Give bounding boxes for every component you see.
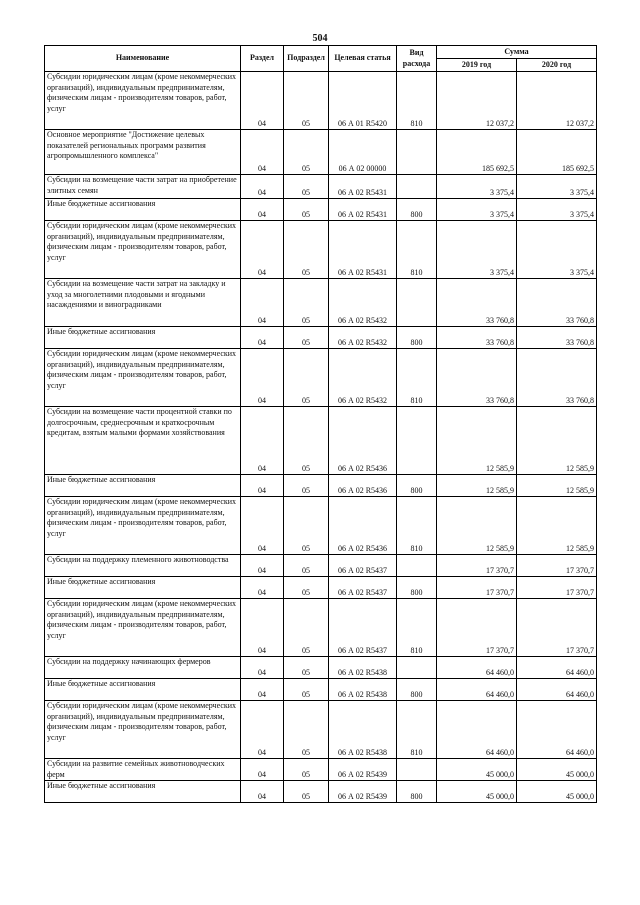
row-subsection: 05 (284, 701, 329, 759)
header-section: Раздел (241, 46, 284, 72)
row-sum-2019: 45 000,0 (437, 759, 517, 781)
row-expense-type: 810 (397, 599, 437, 657)
row-sum-2019: 12 585,9 (437, 407, 517, 475)
row-target-article: 06 А 02 R5438 (329, 679, 397, 701)
row-name: Субсидии на возмещение части затрат на закладку и уход за многолетними плодовыми и ягодными насаждениями и виноградниками (45, 279, 241, 327)
row-section: 04 (241, 497, 284, 555)
row-sum-2019: 12 585,9 (437, 497, 517, 555)
row-target-article: 06 А 02 R5431 (329, 175, 397, 199)
row-target-article: 06 А 02 00000 (329, 130, 397, 175)
row-expense-type: 800 (397, 327, 437, 349)
row-section: 04 (241, 679, 284, 701)
row-subsection: 05 (284, 221, 329, 279)
row-sum-2020: 45 000,0 (517, 781, 597, 803)
row-name: Субсидии юридическим лицам (кроме некоммерческих организаций), индивидуальным предпринимателям, физическим лицам - производителям товаров, работ, услуг (45, 349, 241, 407)
row-sum-2019: 17 370,7 (437, 577, 517, 599)
header-sum: Сумма (437, 46, 597, 59)
row-name: Субсидии юридическим лицам (кроме некоммерческих организаций), индивидуальным предпринимателям, физическим лицам - производителям товаров, работ, услуг (45, 497, 241, 555)
row-target-article: 06 А 02 R5432 (329, 349, 397, 407)
row-sum-2019: 3 375,4 (437, 175, 517, 199)
row-name: Субсидии на поддержку племенного животноводства (45, 555, 241, 577)
row-name: Иные бюджетные ассигнования (45, 781, 241, 803)
row-name: Основное мероприятие "Достижение целевых показателей региональных программ развития агропромышленного комплекса" (45, 130, 241, 175)
row-section: 04 (241, 759, 284, 781)
row-subsection: 05 (284, 555, 329, 577)
row-sum-2019: 64 460,0 (437, 679, 517, 701)
table-row (45, 279, 597, 327)
table-body (45, 72, 597, 803)
row-expense-type: 810 (397, 349, 437, 407)
row-expense-type: 800 (397, 475, 437, 497)
row-expense-type: 810 (397, 497, 437, 555)
row-subsection: 05 (284, 599, 329, 657)
row-section: 04 (241, 555, 284, 577)
row-subsection: 05 (284, 679, 329, 701)
row-target-article: 06 А 02 R5438 (329, 701, 397, 759)
row-section: 04 (241, 701, 284, 759)
row-target-article: 06 А 02 R5439 (329, 759, 397, 781)
table-row (45, 72, 597, 130)
row-subsection: 05 (284, 781, 329, 803)
row-sum-2019: 3 375,4 (437, 199, 517, 221)
table-row (45, 555, 597, 577)
row-expense-type: 810 (397, 72, 437, 130)
row-expense-type (397, 407, 437, 475)
row-sum-2020: 12 585,9 (517, 497, 597, 555)
row-subsection: 05 (284, 407, 329, 475)
row-expense-type: 800 (397, 679, 437, 701)
row-target-article: 06 А 02 R5437 (329, 577, 397, 599)
row-name: Иные бюджетные ассигнования (45, 199, 241, 221)
row-target-article: 06 А 02 R5431 (329, 221, 397, 279)
row-sum-2020: 33 760,8 (517, 349, 597, 407)
row-sum-2020: 3 375,4 (517, 221, 597, 279)
row-subsection: 05 (284, 759, 329, 781)
row-name: Субсидии юридическим лицам (кроме некоммерческих организаций), индивидуальным предпринимателям, физическим лицам - производителям товаров, работ, услуг (45, 599, 241, 657)
row-target-article: 06 А 02 R5436 (329, 497, 397, 555)
row-target-article: 06 А 02 R5437 (329, 555, 397, 577)
table-row (45, 407, 597, 475)
row-target-article: 06 А 02 R5436 (329, 475, 397, 497)
table-row (45, 475, 597, 497)
row-subsection: 05 (284, 199, 329, 221)
row-section: 04 (241, 475, 284, 497)
row-expense-type: 810 (397, 701, 437, 759)
table-row (45, 327, 597, 349)
table-row (45, 221, 597, 279)
row-sum-2020: 12 585,9 (517, 475, 597, 497)
header-expense-type: Вид расхода (397, 46, 437, 72)
budget-table (44, 45, 597, 803)
row-section: 04 (241, 349, 284, 407)
row-sum-2020: 17 370,7 (517, 555, 597, 577)
row-name: Субсидии юридическим лицам (кроме некоммерческих организаций), индивидуальным предпринимателям, физическим лицам - производителям товаров, работ, услуг (45, 221, 241, 279)
row-expense-type: 800 (397, 199, 437, 221)
row-name: Иные бюджетные ассигнования (45, 577, 241, 599)
row-target-article: 06 А 02 R5439 (329, 781, 397, 803)
table-row (45, 130, 597, 175)
row-sum-2020: 185 692,5 (517, 130, 597, 175)
row-expense-type (397, 555, 437, 577)
row-expense-type: 810 (397, 221, 437, 279)
row-name: Субсидии на возмещение части процентной ставки по долгосрочным, среднесрочным и краткосрочным кредитам, взятым малыми формами хозяйствования (45, 407, 241, 475)
row-section: 04 (241, 599, 284, 657)
table-row (45, 175, 597, 199)
row-subsection: 05 (284, 657, 329, 679)
row-sum-2019: 33 760,8 (437, 349, 517, 407)
row-name: Субсидии юридическим лицам (кроме некоммерческих организаций), индивидуальным предпринимателям, физическим лицам - производителям товаров, работ, услуг (45, 72, 241, 130)
row-target-article: 06 А 02 R5437 (329, 599, 397, 657)
row-sum-2020: 12 037,2 (517, 72, 597, 130)
row-expense-type (397, 759, 437, 781)
row-sum-2020: 64 460,0 (517, 657, 597, 679)
row-expense-type (397, 279, 437, 327)
row-sum-2020: 33 760,8 (517, 327, 597, 349)
row-subsection: 05 (284, 72, 329, 130)
row-subsection: 05 (284, 577, 329, 599)
row-sum-2019: 45 000,0 (437, 781, 517, 803)
row-sum-2020: 45 000,0 (517, 759, 597, 781)
row-sum-2020: 33 760,8 (517, 279, 597, 327)
row-target-article: 06 А 01 R5420 (329, 72, 397, 130)
row-subsection: 05 (284, 130, 329, 175)
row-expense-type: 800 (397, 781, 437, 803)
row-section: 04 (241, 781, 284, 803)
table-row (45, 701, 597, 759)
row-sum-2019: 12 585,9 (437, 475, 517, 497)
row-name: Субсидии на развитие семейных животноводческих ферм (45, 759, 241, 781)
row-expense-type (397, 175, 437, 199)
table-row (45, 759, 597, 781)
row-section: 04 (241, 407, 284, 475)
row-section: 04 (241, 199, 284, 221)
row-sum-2020: 64 460,0 (517, 701, 597, 759)
row-sum-2020: 17 370,7 (517, 599, 597, 657)
row-sum-2019: 64 460,0 (437, 657, 517, 679)
row-sum-2019: 64 460,0 (437, 701, 517, 759)
row-sum-2019: 33 760,8 (437, 327, 517, 349)
row-target-article: 06 А 02 R5438 (329, 657, 397, 679)
row-target-article: 06 А 02 R5432 (329, 327, 397, 349)
row-sum-2020: 64 460,0 (517, 679, 597, 701)
row-name: Субсидии юридическим лицам (кроме некоммерческих организаций), индивидуальным предпринимателям, физическим лицам - производителям товаров, работ, услуг (45, 701, 241, 759)
row-expense-type: 800 (397, 577, 437, 599)
row-section: 04 (241, 175, 284, 199)
row-name: Субсидии на поддержку начинающих фермеров (45, 657, 241, 679)
row-sum-2020: 12 585,9 (517, 407, 597, 475)
row-section: 04 (241, 72, 284, 130)
row-subsection: 05 (284, 327, 329, 349)
row-target-article: 06 А 02 R5431 (329, 199, 397, 221)
table-row (45, 657, 597, 679)
row-expense-type (397, 657, 437, 679)
row-name: Субсидии на возмещение части затрат на приобретение элитных семян (45, 175, 241, 199)
row-target-article: 06 А 02 R5432 (329, 279, 397, 327)
row-sum-2020: 3 375,4 (517, 199, 597, 221)
table-row (45, 577, 597, 599)
table-row (45, 497, 597, 555)
row-section: 04 (241, 130, 284, 175)
row-sum-2019: 185 692,5 (437, 130, 517, 175)
row-sum-2019: 17 370,7 (437, 599, 517, 657)
row-target-article: 06 А 02 R5436 (329, 407, 397, 475)
row-expense-type (397, 130, 437, 175)
table-row (45, 781, 597, 803)
row-subsection: 05 (284, 279, 329, 327)
header-year-2020: 2020 год (517, 59, 597, 72)
row-sum-2019: 33 760,8 (437, 279, 517, 327)
header-year-2019: 2019 год (437, 59, 517, 72)
table-row (45, 349, 597, 407)
row-section: 04 (241, 657, 284, 679)
header-target-article: Целевая статья (329, 46, 397, 72)
row-section: 04 (241, 221, 284, 279)
row-section: 04 (241, 577, 284, 599)
row-sum-2019: 12 037,2 (437, 72, 517, 130)
row-sum-2020: 17 370,7 (517, 577, 597, 599)
table-row (45, 679, 597, 701)
row-section: 04 (241, 279, 284, 327)
page-number: 504 (312, 33, 328, 44)
table-row (45, 199, 597, 221)
row-sum-2019: 3 375,4 (437, 221, 517, 279)
row-name: Иные бюджетные ассигнования (45, 475, 241, 497)
row-name: Иные бюджетные ассигнования (45, 327, 241, 349)
table-row (45, 599, 597, 657)
row-sum-2020: 3 375,4 (517, 175, 597, 199)
header-name: Наименование (45, 46, 241, 72)
row-subsection: 05 (284, 175, 329, 199)
header-subsection: Подраздел (284, 46, 329, 72)
row-subsection: 05 (284, 497, 329, 555)
row-sum-2019: 17 370,7 (437, 555, 517, 577)
row-subsection: 05 (284, 475, 329, 497)
row-name: Иные бюджетные ассигнования (45, 679, 241, 701)
row-subsection: 05 (284, 349, 329, 407)
row-section: 04 (241, 327, 284, 349)
